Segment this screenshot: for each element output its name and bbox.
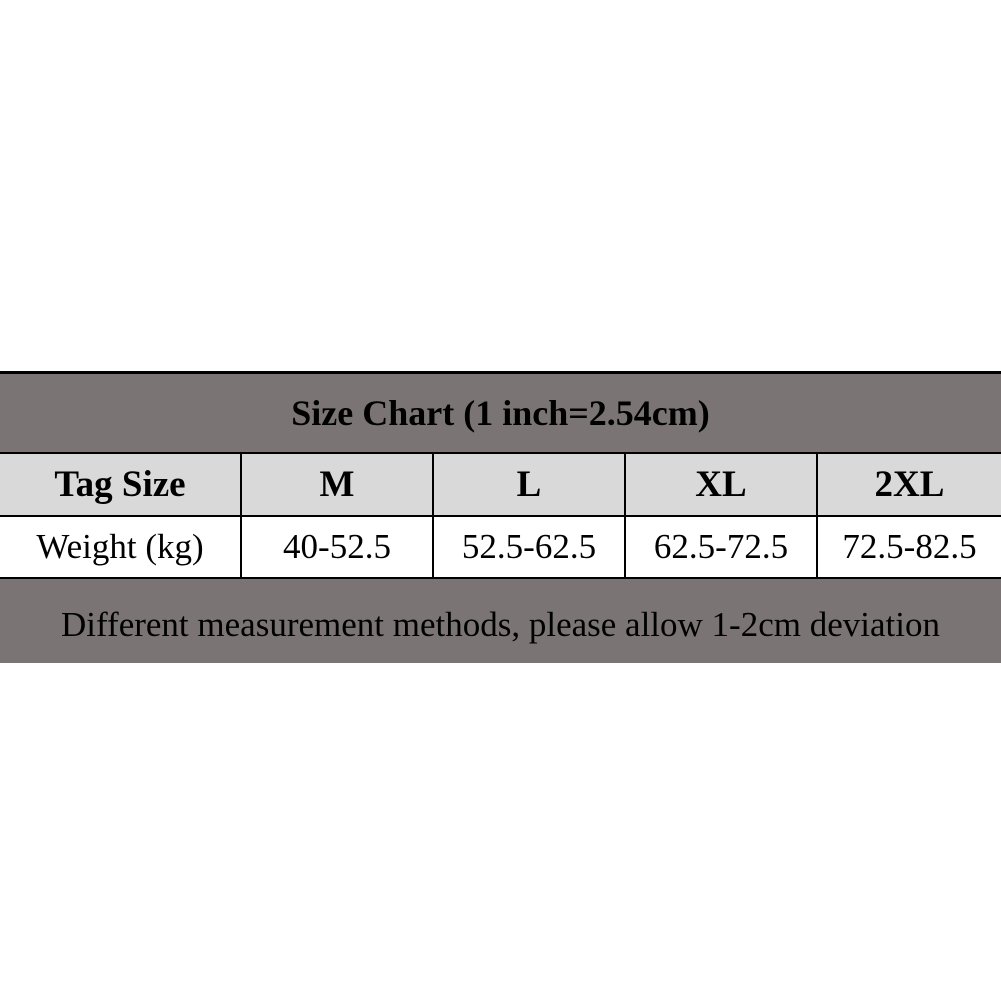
header-row [0,453,1001,516]
spacer-row [0,578,1001,605]
header-size-l: L [433,453,625,516]
row-label-weight: Weight (kg) [0,516,241,578]
weight-2xl: 72.5-82.5 [817,516,1001,578]
size-chart-title: Size Chart (1 inch=2.54cm) [0,373,1001,454]
header-size-m: M [241,453,433,516]
table-row-weight [0,516,1001,578]
header-size-2xl: 2XL [817,453,1001,516]
note-row [0,605,1001,663]
header-size-xl: XL [625,453,817,516]
weight-xl: 62.5-72.5 [625,516,817,578]
title-row [0,373,1001,454]
spacer-band [0,578,1001,605]
measurement-note: Different measurement methods, please allow 1-2cm deviation [0,605,1001,663]
weight-l: 52.5-62.5 [433,516,625,578]
header-tag-size: Tag Size [0,453,241,516]
weight-m: 40-52.5 [241,516,433,578]
size-chart-table [0,371,1001,663]
